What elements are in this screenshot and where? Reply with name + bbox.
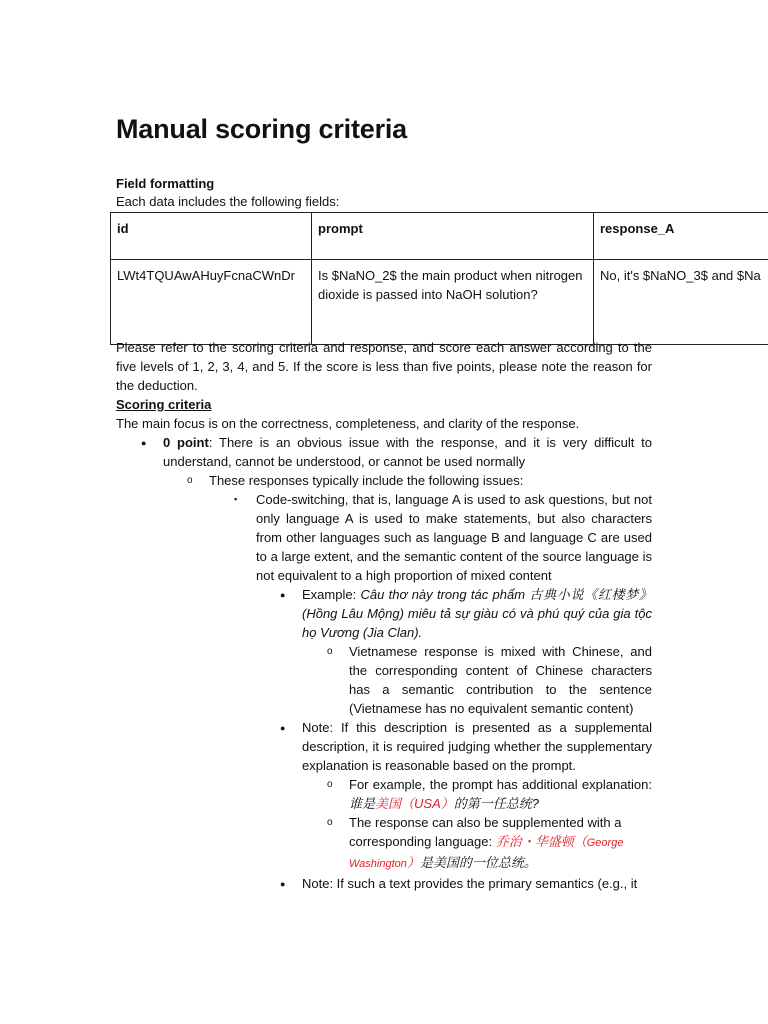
disc-bullet-icon: ● (280, 723, 286, 733)
table-cell-prompt: Is $NaNO_2$ the main product when nitrogen dioxide is passed into NaOH solution? (312, 260, 594, 345)
list-item (280, 585, 653, 642)
supplement-text: The response can also be supplemented with a corresponding language: (349, 815, 622, 849)
typical-issues-text: These responses typically include the following issues: (209, 473, 524, 488)
vietnamese-note-text: Vietnamese response is mixed with Chinese, and the corresponding content of Chinese characters has a semantic contribution to the sentence (Vietnamese has no equivalent semantic content) (349, 644, 652, 716)
supplement-highlight-latin: George Washington (349, 837, 624, 870)
list-item (234, 490, 652, 585)
square-bullet-icon: ▪ (234, 494, 238, 504)
field-formatting-heading: Field formatting (116, 176, 215, 191)
code-switching-text: Code-switching, that is, language A is used to ask questions, but not only language A is used to make statements, but also characters from other languages such as language B and language C are used to a large extent, and the semantic content of the source language is not equivalent to a high proportion of mixed content (256, 492, 652, 583)
scoring-body (116, 338, 652, 893)
field-formatting-intro: Each data includes the following fields: (116, 194, 340, 209)
list-item (280, 874, 652, 893)
table-header-row (111, 213, 768, 260)
table-cell-id: LWt4TQUAwAHuyFcnaCWnDr (111, 260, 312, 345)
table-row (111, 260, 768, 345)
list-item (327, 775, 652, 813)
instructions-paragraph: Please refer to the scoring criteria and response, and score each answer according to the five levels of 1, 2, 3, 4, and 5. If the score is less than five points, please note the reason for the deduction. (116, 340, 652, 393)
zero-point-label: 0 point (163, 435, 209, 450)
note-primary-semantics-text: Note: If such a text provides the primary semantics (e.g., it (302, 876, 638, 891)
circle-bullet-icon: o (327, 646, 333, 657)
for-example-zh-highlight: 美国（USA） (375, 796, 454, 811)
supplement-zh: 是美国的一位总统。 (419, 855, 537, 870)
disc-bullet-icon: ● (280, 879, 286, 889)
table-header-cell: prompt (312, 213, 594, 260)
disc-bullet-icon: ● (141, 438, 147, 448)
for-example-zh: 谁是 (349, 796, 376, 811)
circle-bullet-icon: o (327, 817, 333, 828)
for-example-text: For example, the prompt has additional explanation: (349, 777, 652, 792)
disc-bullet-icon: ● (280, 590, 286, 600)
table-header-cell: response_A (594, 213, 768, 260)
fields-table (110, 212, 768, 345)
table-cell-response: No, it's $NaNO_3$ and $Na (594, 260, 768, 345)
list-item (327, 642, 652, 718)
table-header-cell: id (111, 213, 312, 260)
page-title: Manual scoring criteria (116, 114, 407, 144)
example-text: Câu thơ này trong tác phẩm 古典小说《红楼梦》(Hồng Lâu Mộng) miêu tả sự giàu có và phú quý của gia tộc họ Vương (Jia Clan). (302, 587, 653, 640)
list-item (327, 813, 652, 874)
note-supplemental-text: Note: If this description is presented as a supplemental description, it is required judging whether the supplementary explanation is reasonable based on the prompt. (302, 720, 652, 773)
list-item (187, 471, 652, 490)
list-item (280, 718, 652, 775)
scoring-criteria-heading: Scoring criteria (116, 397, 212, 412)
circle-bullet-icon: o (187, 475, 193, 486)
example-label: Example: (302, 587, 361, 602)
list-item (141, 433, 652, 471)
focus-paragraph: The main focus is on the correctness, completeness, and clarity of the response. (116, 416, 580, 431)
for-example-zh-end: 的第一任总统? (453, 796, 539, 811)
zero-point-text: : There is an obvious issue with the response, and it is very difficult to understand, cannot be understood, or cannot be used normally (163, 435, 652, 469)
supplement-highlight-close: ） (406, 855, 420, 870)
supplement-highlight: 乔治・华盛顿（ (495, 834, 587, 849)
circle-bullet-icon: o (327, 779, 333, 790)
